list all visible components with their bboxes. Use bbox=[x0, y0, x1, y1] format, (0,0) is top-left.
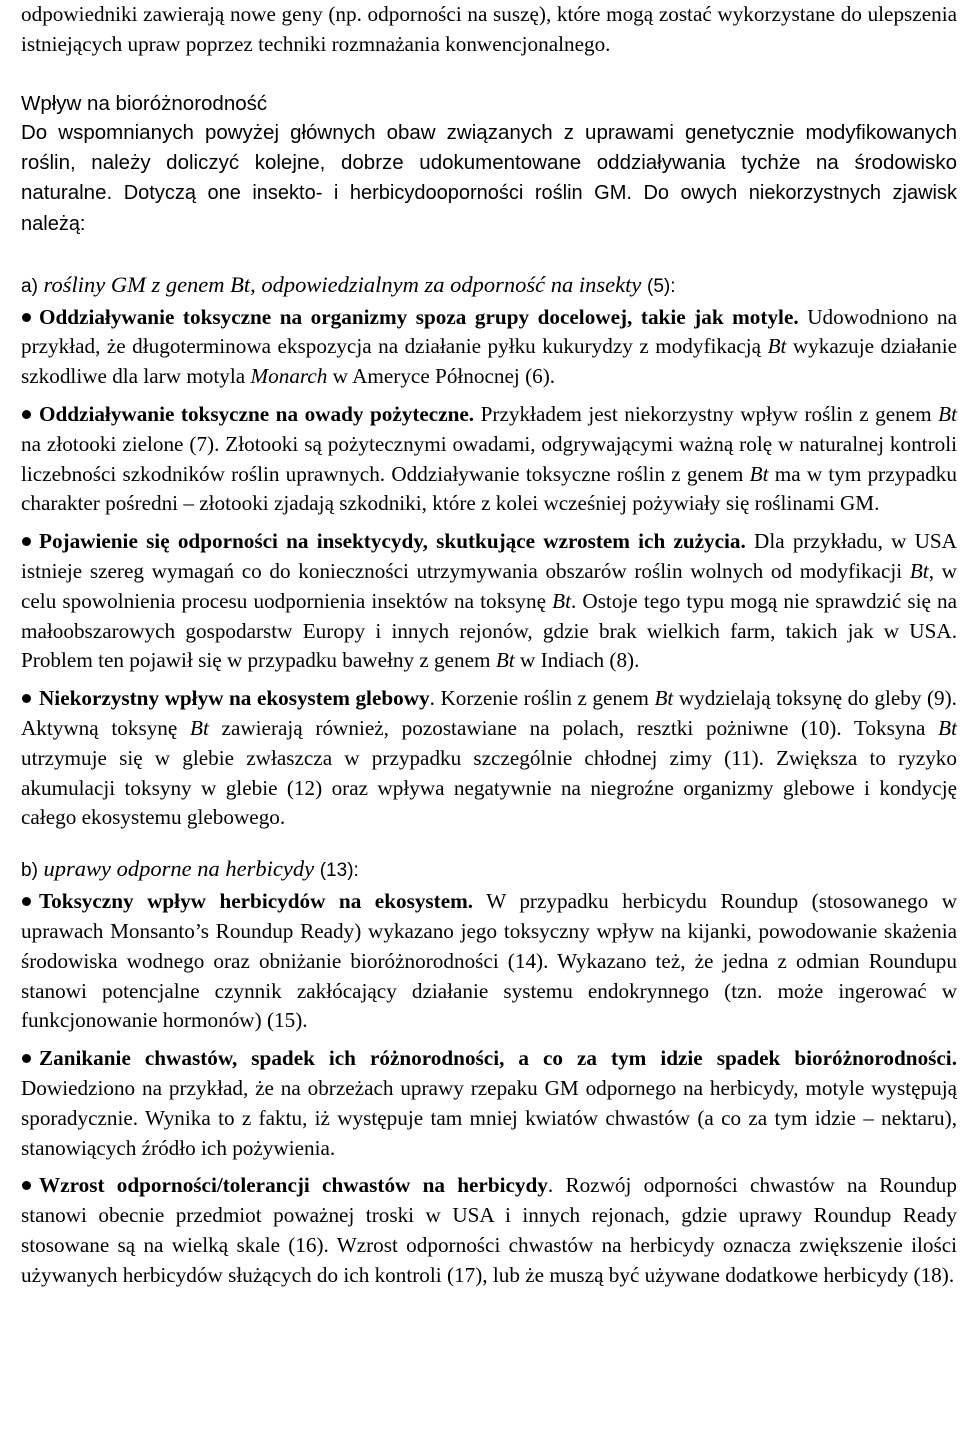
item-italic: Bt bbox=[938, 715, 958, 740]
section-a-letter: a) bbox=[21, 275, 38, 297]
item-text: ma w tym przypadku charakter pośredni – złotooki zjadają szkodniki, które z kolei wcześniej pożywiały się roślinami GM. bbox=[21, 461, 957, 516]
item-italic: Bt bbox=[495, 648, 515, 673]
section-b-letter: b) bbox=[21, 860, 38, 882]
item-text: . Ostoje tego typu mogą nie sprawdzić się na małoobszarowych gospodarstw Europy i innych rejonów, gdzie brak wielkich farm, takich jak w USA. Problem ten pojawił się w przypadku bawełny z genem bbox=[21, 588, 957, 673]
item-text: Przykładem jest niekorzystny wpływ roślin z genem bbox=[474, 401, 939, 426]
bullet-icon bbox=[22, 897, 31, 906]
section-a-heading bbox=[21, 269, 957, 303]
section-a-title: rośliny GM z genem Bt, odpowiedzialnym za odporność na insekty bbox=[43, 271, 642, 297]
item-italic: Monarch bbox=[250, 364, 328, 389]
item-italic: Bt bbox=[767, 334, 787, 359]
list-item bbox=[21, 527, 957, 676]
section-b-title: uprawy odporne na herbicydy bbox=[43, 856, 315, 882]
bullet-icon bbox=[22, 410, 31, 419]
item-italic: Bt bbox=[938, 401, 957, 426]
item-text: Dowiedziono na przykład, że na obrzeżach uprawy rzepaku GM odpornego na herbicydy, motyle występują sporadycznie. Wynika to z faktu, iż występuje tam mniej kwiatów chwastów (a co za tym idzie – nektaru), stanowiących źródło ich pożywienia. bbox=[21, 1075, 957, 1160]
item-italic: Bt bbox=[190, 715, 209, 740]
spacer bbox=[21, 60, 957, 89]
biodiversity-text-b: Dotyczą one insekto- i herbicydooporności roślin GM. Do owych niekorzystnych zjawisk należą: bbox=[21, 181, 957, 235]
item-bold: Wzrost odporności/tolerancji chwastów na herbicydy bbox=[39, 1173, 548, 1198]
section-a-ref: (5): bbox=[647, 275, 676, 297]
item-text: wydzielają toksynę do gleby (9). Aktywną toksynę bbox=[21, 686, 957, 740]
item-text: zawierają również, pozostawiane na polach, resztki pożniwne (10). Toksyna bbox=[208, 715, 939, 740]
item-text: . Korzenie roślin z genem bbox=[429, 686, 655, 711]
section-b-heading bbox=[21, 853, 957, 887]
bullet-icon bbox=[22, 1181, 31, 1190]
item-text: utrzymuje się w glebie zwłaszcza w przypadku szczególnie chłodnej zimy (11). Zwiększa to ryzyko akumulacji toksyny w glebie (12) oraz wpływa negatywnie na niegroźne organizmy glebowe i kondycję całego ekosystemu glebowego. bbox=[21, 745, 957, 830]
biodiversity-title: Wpływ na bioróżnorodność bbox=[21, 91, 268, 115]
bullet-icon bbox=[22, 313, 31, 322]
intro-text: odpowiedniki zawierają nowe geny (np. odporności na suszę), które mogą zostać wykorzystane do ulepszenia istniejących upraw poprzez techniki rozmnażania konwencjonalnego. bbox=[21, 2, 957, 56]
list-item bbox=[21, 1044, 957, 1163]
item-text: w Indiach (8). bbox=[514, 648, 640, 673]
list-item bbox=[21, 303, 957, 392]
item-italic: Bt bbox=[749, 461, 769, 486]
item-italic: Bt bbox=[654, 686, 674, 711]
section-b-list bbox=[21, 887, 957, 1290]
item-text: w Ameryce Północnej (6). bbox=[327, 364, 556, 389]
item-text: W przypadku herbicydu Roundup (stosowanego w uprawach Monsanto’s Roundup Ready) wykazano jego toksyczny wpływ na kijanki, powodowanie skażenia środowiska wodnego oraz obniżanie bioróżnorodności (14). Wykazano też, że jedna z odmian Roundupu stanowi potencjalne czynnik zakłócający działanie systemu endokrynnego (tzn. może ingerować w funkcjonowanie hormonów) (15). bbox=[21, 889, 957, 1033]
biodiversity-heading bbox=[21, 89, 957, 119]
section-b-ref: (13): bbox=[319, 860, 359, 882]
bullet-icon bbox=[22, 694, 31, 703]
item-italic: Bt bbox=[909, 558, 929, 583]
item-italic: Bt bbox=[552, 588, 571, 613]
item-bold: Oddziaływanie toksyczne na owady pożyteczne. bbox=[39, 401, 475, 426]
item-text: wykazuje działanie szkodliwe dla larw motyla bbox=[21, 334, 957, 389]
list-item bbox=[21, 400, 957, 519]
list-item bbox=[21, 1171, 957, 1290]
bullet-icon bbox=[22, 537, 31, 546]
section-a-list bbox=[21, 303, 957, 834]
biodiversity-text-a: Do wspomnianych powyżej głównych obaw związanych z uprawami genetycznie modyfikowanych roślin, należy doliczyć kolejne, dobrze udokumentowane oddziaływania tychże na środowisko naturalne. bbox=[21, 121, 957, 204]
list-item bbox=[21, 887, 957, 1036]
item-bold: Pojawienie się odporności na insektycydy, skutkujące wzrostem ich zużycia. bbox=[39, 529, 746, 554]
spacer bbox=[21, 240, 957, 269]
item-bold: Zanikanie chwastów, spadek ich różnorodności, a co za tym idzie spadek bioróżnorodności. bbox=[39, 1046, 957, 1071]
item-bold: Niekorzystny wpływ na ekosystem glebowy bbox=[39, 686, 430, 711]
spacer bbox=[21, 841, 957, 853]
biodiversity-paragraph bbox=[21, 118, 957, 239]
item-text: na złotooki zielone (7). Złotooki są pożytecznymi owadami, odgrywającymi ważną rolę w naturalnej kontroli liczebności szkodników roślin uprawnych. Oddziaływanie toksyczne roślin z genem bbox=[21, 431, 957, 486]
item-bold: Oddziaływanie toksyczne na organizmy spoza grupy docelowej, takie jak motyle. bbox=[39, 304, 799, 329]
item-text: , w celu spowolnienia procesu uodpornienia insektów na toksynę bbox=[21, 558, 957, 613]
item-text: Udowodniono na przykład, że długoterminowa ekspozycja na działanie pyłku kukurydzy z modyfikacją bbox=[21, 304, 957, 359]
bullet-icon bbox=[22, 1054, 31, 1063]
item-text: . Rozwój odporności chwastów na Roundup stanowi obecnie przedmiot poważnej troski w USA i innych rejonach, gdzie uprawy Roundup Ready stosowane są na wielką skale (16). Wzrost odporności chwastów na herbicydy oznacza zwiększenie ilości używanych herbicydów służących do ich kontroli (17), lub że muszą być używane dodatkowe herbicydy (18). bbox=[21, 1173, 957, 1287]
item-text: Dla przykładu, w USA istnieje szereg wymagań co do konieczności utrzymywania obszarów roślin wolnych od modyfikacji bbox=[21, 529, 957, 583]
list-item bbox=[21, 684, 957, 833]
item-bold: Toksyczny wpływ herbicydów na ekosystem. bbox=[39, 889, 474, 914]
intro-paragraph bbox=[21, 0, 957, 60]
